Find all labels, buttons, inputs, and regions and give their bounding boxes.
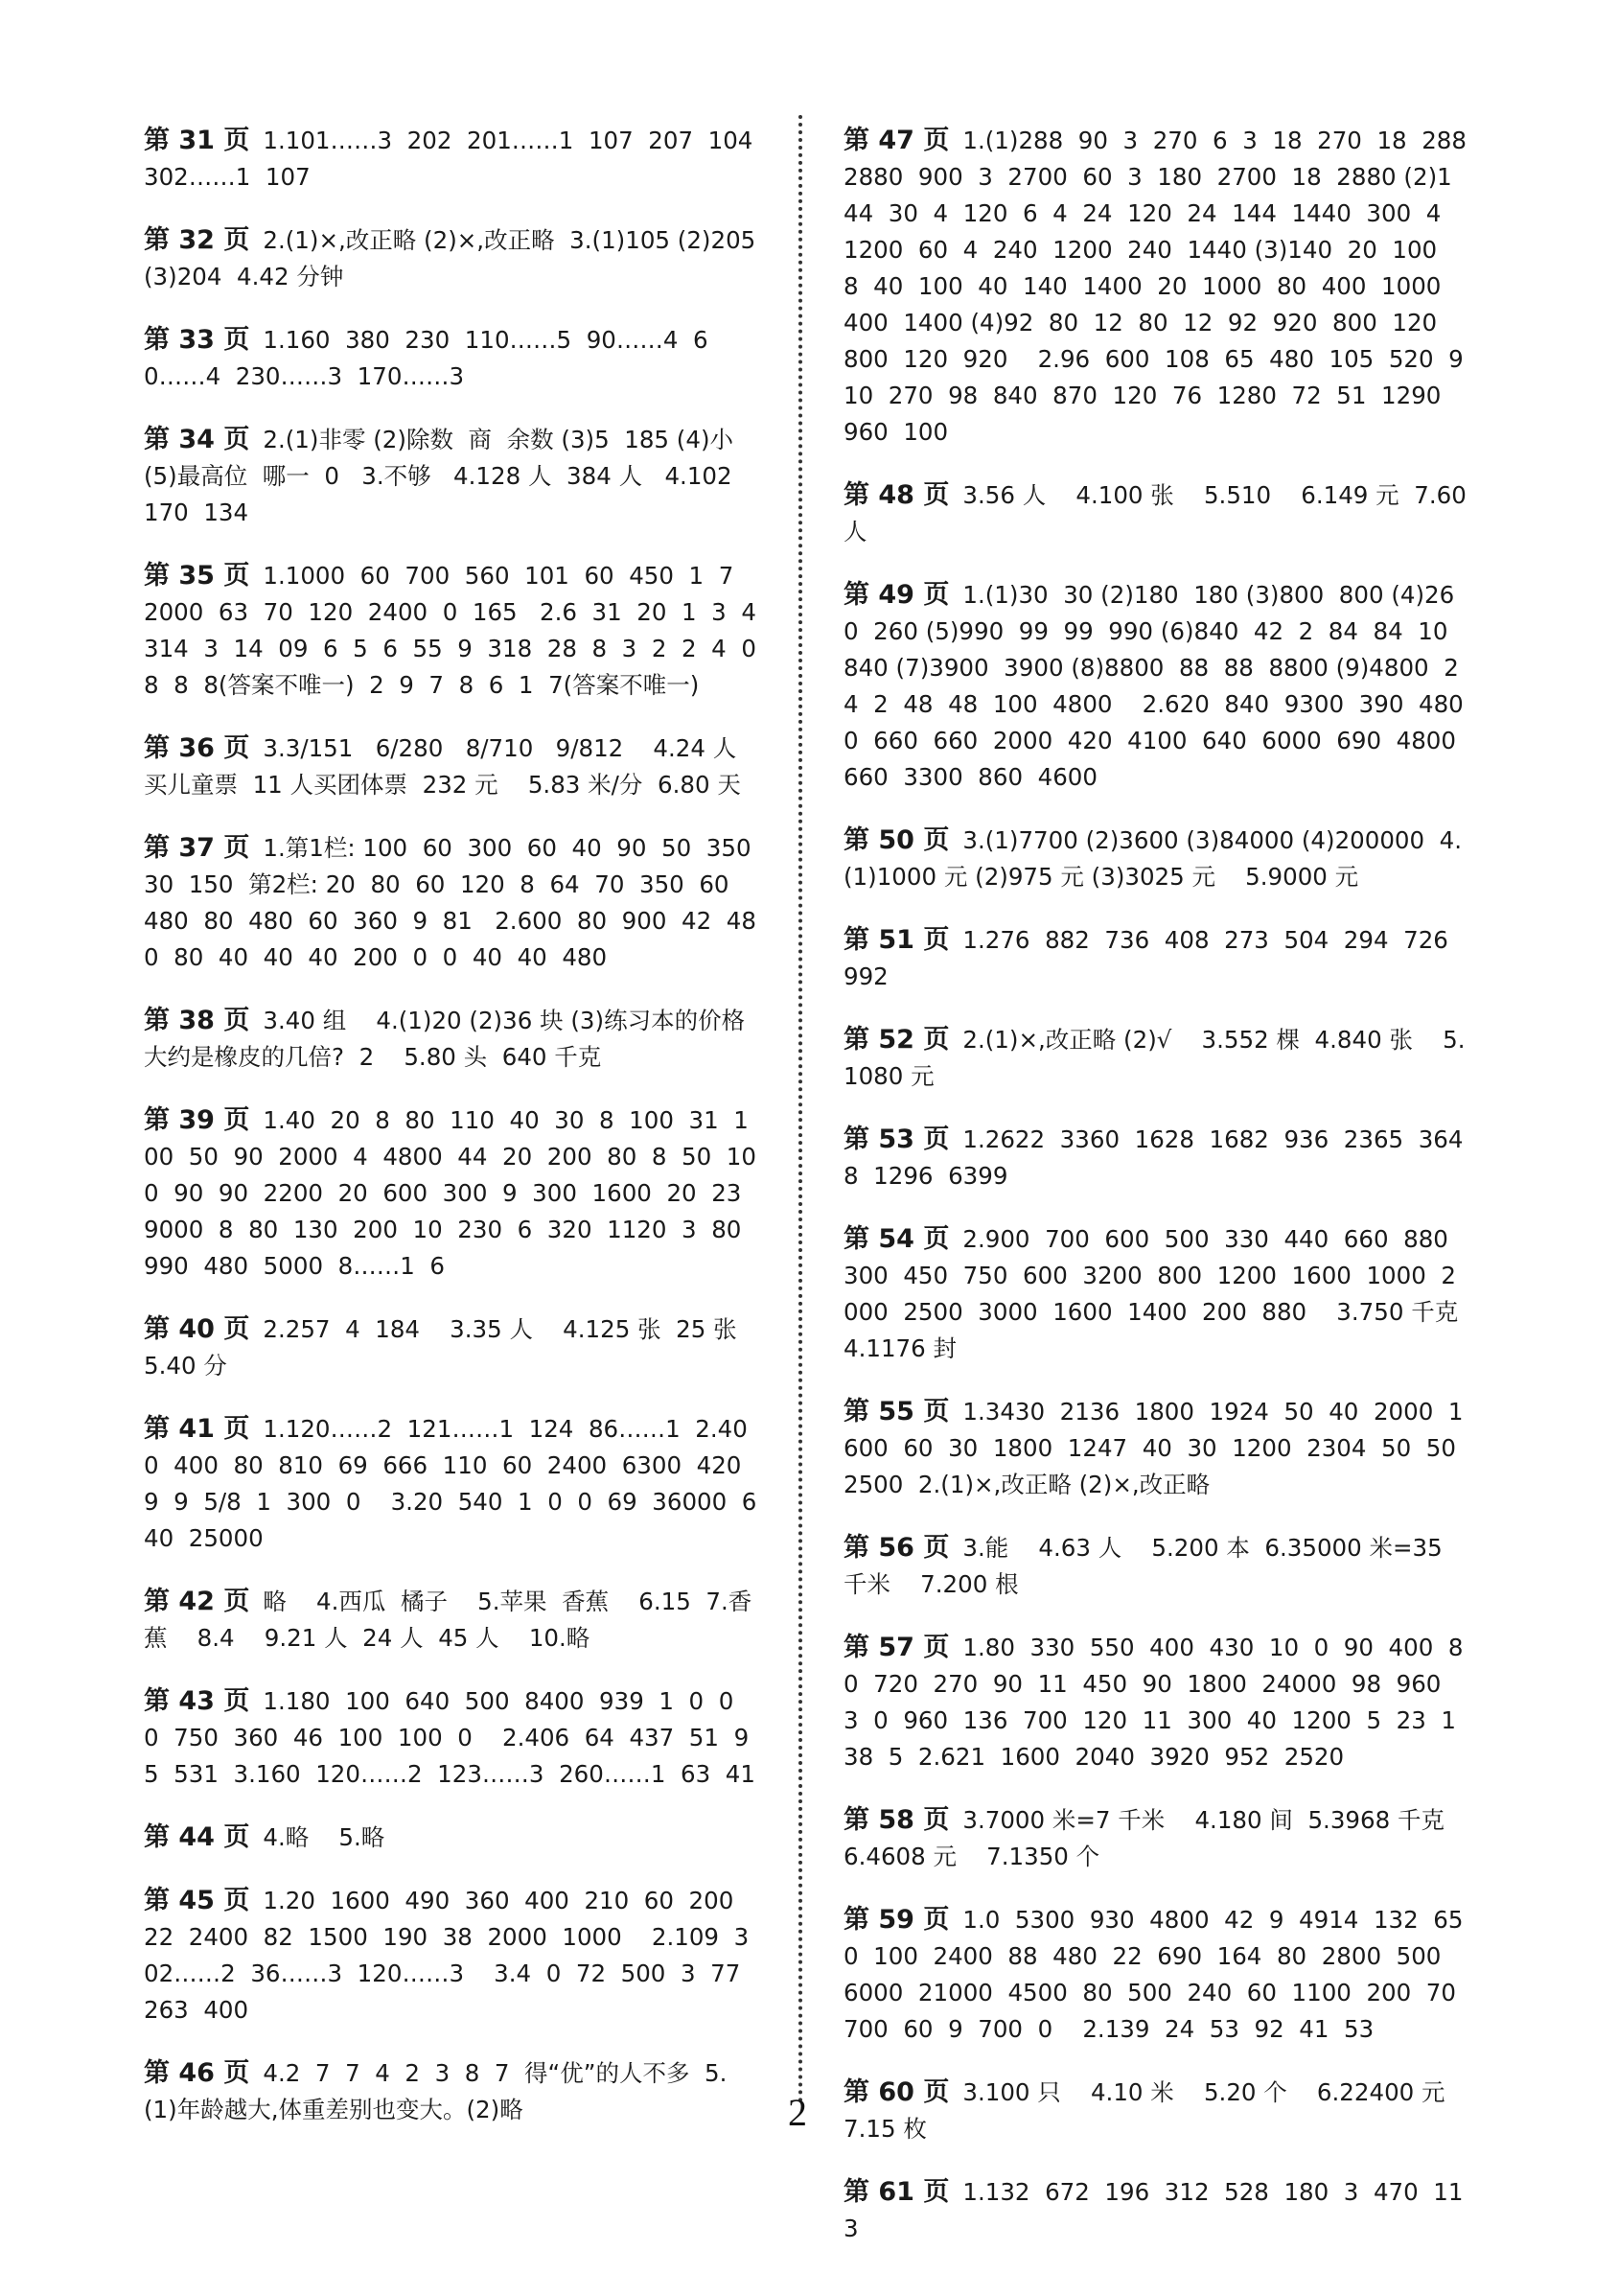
answer-entry — [144, 422, 757, 531]
answer-text: 2.257 4 184 3.35 人 4.125 张 25 张 5.40 分 — [144, 1315, 752, 1380]
answer-entry — [144, 222, 764, 295]
answer-text: 1.3430 2136 1800 1924 50 40 2000 1600 60 30 1800 1247 40 30 1200 2304 50 50 2500 2.(1)×,改正略 (2)×,改正略 — [844, 1398, 1471, 1498]
page-number: 2 — [788, 2091, 807, 2134]
page-label: 第 53 页 — [844, 1125, 950, 1154]
page-label: 第 55 页 — [844, 1397, 950, 1426]
answer-entry — [844, 1022, 1467, 1095]
answer-text: 1.第1栏: 100 60 300 60 40 90 50 350 30 150 第2栏: 20 80 60 120 8 64 70 350 60 480 80 480 60 360 9 81 2.600 80 900 42 480 80 40 40 40 200 0 0 40 40 480 — [144, 834, 767, 971]
answer-entry — [844, 1630, 1467, 1775]
answer-entry — [844, 922, 1467, 995]
answer-entry — [144, 1003, 757, 1076]
answer-entry — [144, 1820, 757, 1856]
answer-text: 3.7000 米=7 千米 4.180 间 5.3968 千克 6.4608 元 7.1350 个 — [844, 1806, 1475, 1870]
answer-text: 1.101……3 202 201……1 107 207 104 302……1 107 — [144, 127, 768, 191]
page-label: 第 49 页 — [844, 580, 950, 610]
answer-entry — [844, 2174, 1467, 2247]
answer-text: 2.(1)×,改正略 (2)√ 3.552 棵 4.840 张 5.1080 元 — [844, 1026, 1466, 1090]
answer-entry — [844, 1802, 1475, 1875]
page-label: 第 59 页 — [844, 1905, 950, 1935]
answer-text: 略 4.西瓜 橘子 5.苹果 香蕉 6.15 7.香蕉 8.4 9.21 人 24 人 45 人 10.略 — [144, 1588, 752, 1652]
answer-text: 1.1000 60 700 560 101 60 450 1 7 2000 63 70 120 2400 0 165 2.6 31 20 1 3 4 314 3 14 09 6 5 6 55 9 318 28 8 3 2 2 4 08 8 8(答案不唯一) 2 9 7 8 6 1 7(答案不唯一) — [144, 562, 772, 699]
page-label: 第 41 页 — [144, 1414, 250, 1444]
answer-entry — [144, 1311, 757, 1384]
answer-entry — [844, 1530, 1467, 1603]
answer-entry — [144, 1411, 757, 1557]
answer-text: 3.100 只 4.10 米 5.20 个 6.22400 元 7.15 枚 — [844, 2078, 1461, 2143]
page-label: 第 56 页 — [844, 1533, 950, 1563]
answer-text: 1.132 672 196 312 528 180 3 470 113 — [844, 2178, 1464, 2242]
answer-entry — [844, 577, 1471, 796]
answer-text: 1.2622 3360 1628 1682 936 2365 3648 1296 6399 — [844, 1125, 1464, 1190]
page-label: 第 33 页 — [144, 325, 250, 355]
answer-entry — [844, 1902, 1471, 2048]
page-label: 第 38 页 — [144, 1006, 250, 1035]
page-label: 第 37 页 — [144, 833, 250, 863]
answer-text: 2.900 700 600 500 330 440 660 880 300 450 750 600 3200 800 1200 1600 1000 2000 2500 3000 1600 1400 200 880 3.750 千克 4.1176 封 — [844, 1225, 1489, 1362]
answer-text: 1.20 1600 490 360 400 210 60 200 22 2400 82 1500 190 38 2000 1000 2.109 302……2 36……3 120……3 3.4 0 72 500 3 77 263 400 — [144, 1887, 755, 2024]
answer-entry — [144, 1102, 757, 1285]
page-label: 第 31 页 — [144, 126, 250, 155]
page-label: 第 60 页 — [844, 2077, 950, 2107]
answer-text: 4.2 7 7 4 2 3 8 7 得“优”的人不多 5.(1)年龄越大,体重差别也变大。(2)略 — [144, 2059, 728, 2123]
answer-text: 1.(1)288 90 3 270 6 3 18 270 18 288 2880 900 3 2700 60 3 180 2700 18 2880 (2)144 30 4 120 6 4 24 120 24 144 1440 300 4 1200 60 4 240 1200 240 1440 (3)140 20 100 8 40 100 40 140 1400 20 1000 80 400 1000 400 1400 (4)92 80 12 80 12 92 920 800 120 800 120 920 2.96 600 108 65 480 105 520 910 270 98 840 870 120 76 1280 72 51 1290 960 100 — [844, 127, 1482, 446]
answer-entry — [144, 830, 767, 976]
answer-entry — [144, 731, 757, 803]
answer-entry — [144, 1584, 757, 1657]
answer-text: 2.(1)非零 (2)除数 商 余数 (3)5 185 (4)小 (5)最高位 哪一 0 3.不够 4.128 人 384 人 4.102 170 134 — [144, 426, 748, 526]
page-label: 第 36 页 — [144, 733, 250, 763]
answer-text: 3.(1)7700 (2)3600 (3)84000 (4)200000 4.(1)1000 元 (2)975 元 (3)3025 元 5.9000 元 — [844, 826, 1463, 891]
dotted-divider — [798, 115, 802, 2104]
page-label: 第 40 页 — [144, 1314, 250, 1344]
page-label: 第 32 页 — [144, 225, 250, 255]
answer-entry — [844, 823, 1467, 895]
answer-text: 1.180 100 640 500 8400 939 1 0 0 0 750 360 46 100 100 0 2.406 64 437 51 95 531 3.160 120……2 123……3 260……1 63 41 — [144, 1687, 755, 1788]
page-label: 第 58 页 — [844, 1805, 950, 1835]
answer-text: 1.80 330 550 400 430 10 0 90 400 80 720 270 90 11 450 90 1800 24000 98 960 3 0 960 136 700 120 11 300 40 1200 5 23 138 5 2.621 1600 2040 3920 952 2520 — [844, 1634, 1464, 1771]
page-label: 第 45 页 — [144, 1886, 250, 1915]
page-label: 第 35 页 — [144, 561, 250, 591]
page-label: 第 50 页 — [844, 825, 950, 855]
page-label: 第 57 页 — [844, 1633, 950, 1662]
page-label: 第 48 页 — [844, 480, 950, 510]
answer-entry — [844, 1394, 1471, 1503]
answer-text: 4.略 5.略 — [263, 1823, 385, 1851]
answer-entry — [844, 2075, 1467, 2147]
answer-text: 1.0 5300 930 4800 42 9 4914 132 650 100 2400 88 480 22 690 164 80 2800 500 6000 21000 4500 80 500 240 60 1100 200 70 700 60 9 700 0 2.139 24 53 92 41 53 — [844, 1906, 1471, 2043]
answer-text: 1.160 380 230 110……5 90……4 60……4 230……3 170……3 — [144, 326, 708, 390]
page-label: 第 47 页 — [844, 126, 950, 155]
answer-text: 3.能 4.63 人 5.200 本 6.35000 米=35 千米 7.200 根 — [844, 1534, 1450, 1598]
answer-entry — [144, 558, 772, 704]
page-label: 第 42 页 — [144, 1587, 250, 1616]
answer-text: 1.120……2 121……1 124 86……1 2.400 400 80 810 69 666 110 60 2400 6300 420 9 9 5/8 1 300 0 3.20 540 1 0 0 69 36000 640 25000 — [144, 1415, 757, 1552]
page-label: 第 39 页 — [144, 1105, 250, 1135]
answer-text: 2.(1)×,改正略 (2)×,改正略 3.(1)105 (2)205 (3)204 4.42 分钟 — [144, 226, 764, 290]
answer-entry — [144, 322, 757, 395]
answer-text: 3.40 组 4.(1)20 (2)36 块 (3)练习本的价格大约是橡皮的几倍? 2 5.80 头 640 千克 — [144, 1007, 746, 1071]
page-label: 第 44 页 — [144, 1822, 250, 1852]
left-column — [144, 123, 772, 2155]
answer-entry — [844, 1122, 1467, 1194]
answer-entry — [144, 1883, 757, 2029]
answer-entry — [144, 2055, 757, 2128]
page-label: 第 46 页 — [144, 2058, 250, 2088]
page-label: 第 34 页 — [144, 425, 250, 454]
answer-entry — [144, 123, 768, 196]
answer-text: 1.(1)30 30 (2)180 180 (3)800 800 (4)260 260 (5)990 99 99 990 (6)840 42 2 84 84 10 840 (7)3900 3900 (8)8800 88 88 8800 (9)4800 24 2 48 48 100 4800 2.620 840 9300 390 4800 660 660 2000 420 4100 640 6000 690 4800 660 3300 860 4600 — [844, 581, 1471, 791]
page-label: 第 43 页 — [144, 1686, 250, 1716]
answer-text: 1.276 882 736 408 273 504 294 726 992 — [844, 926, 1464, 990]
page-label: 第 51 页 — [844, 925, 950, 955]
answer-entry — [844, 123, 1482, 451]
answer-entry — [844, 477, 1474, 550]
answer-text: 1.40 20 8 80 110 40 30 8 100 31 100 50 90 2000 4 4800 44 20 200 80 8 50 100 90 90 2200 20 600 300 9 300 1600 20 23 9000 8 80 130 200 10 230 6 320 1120 3 80 990 480 5000 8……1 6 — [144, 1106, 756, 1280]
answer-text: 3.3/151 6/280 8/710 9/812 4.24 人买儿童票 11 人买团体票 232 元 5.83 米/分 6.80 天 — [144, 734, 741, 799]
answer-text: 3.56 人 4.100 张 5.510 6.149 元 7.60 人 — [844, 481, 1474, 545]
answer-entry — [844, 1221, 1489, 1367]
right-column — [844, 123, 1489, 2274]
page-label: 第 54 页 — [844, 1224, 950, 1254]
page-label: 第 52 页 — [844, 1025, 950, 1055]
answer-entry — [144, 1683, 757, 1793]
page-label: 第 61 页 — [844, 2177, 950, 2207]
